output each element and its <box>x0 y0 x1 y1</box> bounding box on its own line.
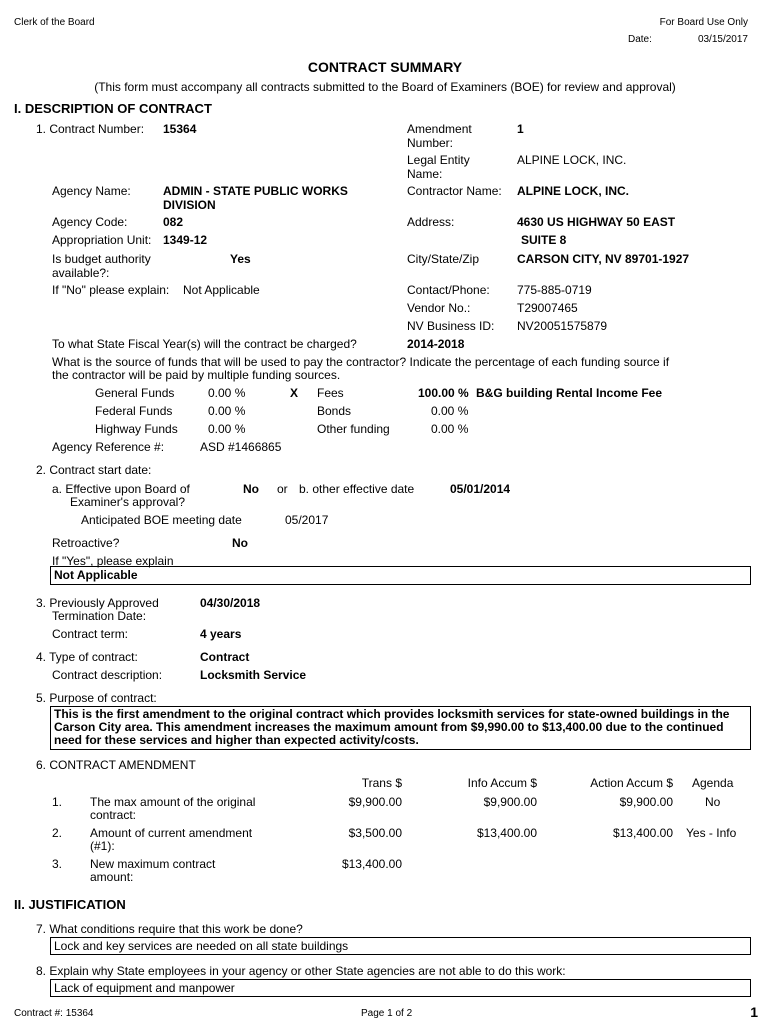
contact-label: Contact/Phone: <box>407 283 490 297</box>
row-3-label: New maximum contract <box>90 857 216 871</box>
funds-question-2: the contractor will be paid by multiple funding sources. <box>52 368 341 382</box>
fiscal-year: 2014-2018 <box>407 337 465 351</box>
row-1-trans: $9,900.00 <box>348 795 402 809</box>
agency-name-label: Agency Name: <box>52 184 131 198</box>
contract-description: Locksmith Service <box>200 668 307 682</box>
prev-termination-label: 3. Previously Approved <box>36 596 159 610</box>
subtitle: (This form must accompany all contracts submitted to the Board of Examiners (BOE) for review and approval) <box>94 80 676 94</box>
other-effective-label: b. other effective date <box>299 482 415 496</box>
retro-explain-label: If "Yes", please explain <box>52 554 174 568</box>
explain-label: If "No" please explain: <box>52 283 170 297</box>
legal-entity-label: Legal Entity <box>407 153 470 167</box>
retro-explain-box: Not Applicable <box>50 566 751 585</box>
effective-upon-label-2: Examiner's approval? <box>70 495 186 509</box>
vendor-number: T29007465 <box>517 301 578 315</box>
row-1-action: $9,900.00 <box>619 795 673 809</box>
date-value: 03/15/2017 <box>697 34 748 45</box>
nv-business-label: NV Business ID: <box>407 319 495 333</box>
purpose-box: This is the first amendment to the original contract which provides locksmith services for state-owned buildings in the Carson City area. This amendment increases the maximum amount from $9,990.00 to $13,400.00 due to the continued need for these services and higher than expected activity/costs. <box>50 706 751 750</box>
legal-entity-label-2: Name: <box>407 167 443 181</box>
other-funding-label: Other funding <box>317 422 390 436</box>
footer-page: Page 1 of 2 <box>361 1008 413 1019</box>
row-1-info: $9,900.00 <box>483 795 537 809</box>
contract-number: 15364 <box>163 122 197 136</box>
footer-page-number: 1 <box>750 1004 758 1020</box>
prev-termination-label-2: Termination Date: <box>52 609 147 623</box>
section-1-heading: I. DESCRIPTION OF CONTRACT <box>14 101 212 116</box>
amendment-label: Amendment <box>407 122 472 136</box>
appropriation-unit: 1349-12 <box>163 233 208 247</box>
or-text: or <box>277 482 288 496</box>
col-trans: Trans $ <box>361 776 402 790</box>
general-funds-pct: 0.00 % <box>208 386 246 400</box>
contractor-name-label: Contractor Name: <box>407 184 502 198</box>
retroactive-value: No <box>232 536 248 550</box>
fees-label: Fees <box>317 386 344 400</box>
agency-name-2: DIVISION <box>163 198 216 212</box>
budget-value: Yes <box>230 252 251 266</box>
fiscal-year-label: To what State Fiscal Year(s) will the contract be charged? <box>52 337 357 351</box>
contractor-name: ALPINE LOCK, INC. <box>517 184 630 198</box>
header-right: For Board Use Only <box>659 17 748 28</box>
federal-funds-label: Federal Funds <box>95 404 173 418</box>
federal-funds-pct: 0.00 % <box>208 404 246 418</box>
date-label: Date: <box>628 34 652 45</box>
contract-number-label: 1. Contract Number: <box>36 122 145 136</box>
budget-label-2: available?: <box>52 266 110 280</box>
contract-term: 4 years <box>200 627 242 641</box>
purpose-label: 5. Purpose of contract: <box>36 691 157 705</box>
question-8: 8. Explain why State employees in your agency or other State agencies are not able to do this work: <box>36 964 566 978</box>
col-info-accum: Info Accum $ <box>467 776 537 790</box>
answer-8-box: Lack of equipment and manpower <box>50 979 751 997</box>
vendor-label: Vendor No.: <box>407 301 471 315</box>
fees-mark: X <box>290 386 299 400</box>
start-date-label: 2. Contract start date: <box>36 463 152 477</box>
header-left: Clerk of the Board <box>14 17 95 28</box>
row-2-agenda: Yes - Info <box>686 826 737 840</box>
address-label: Address: <box>407 215 455 229</box>
agency-reference: ASD #1466865 <box>200 440 282 454</box>
city-state-zip: CARSON CITY, NV 89701-1927 <box>517 252 690 266</box>
appropriation-label: Appropriation Unit: <box>52 233 152 247</box>
explain-value: Not Applicable <box>183 283 260 297</box>
row-2-label-2: (#1): <box>90 839 115 853</box>
row-2-info: $13,400.00 <box>476 826 537 840</box>
agency-code: 082 <box>163 215 184 229</box>
retroactive-label: Retroactive? <box>52 536 120 550</box>
page-title: CONTRACT SUMMARY <box>307 59 463 75</box>
col-action-accum: Action Accum $ <box>590 776 673 790</box>
row-2-label: Amount of current amendment <box>90 826 253 840</box>
funds-question: What is the source of funds that will be used to pay the contractor? Indicate the percentage of each funding source if <box>52 355 670 369</box>
effective-upon-value: No <box>243 482 259 496</box>
agency-name: ADMIN - STATE PUBLIC WORKS <box>163 184 348 198</box>
row-2-trans: $3,500.00 <box>348 826 402 840</box>
bonds-pct: 0.00 % <box>431 404 469 418</box>
row-1-agenda: No <box>705 795 721 809</box>
row-3-num: 3. <box>52 857 63 871</box>
amendment-label-2: Number: <box>407 136 454 150</box>
contact-phone: 775-885-0719 <box>517 283 592 297</box>
row-3-trans: $13,400.00 <box>341 857 402 871</box>
row-1-num: 1. <box>52 795 63 809</box>
col-agenda: Agenda <box>692 776 734 790</box>
row-1-label: The max amount of the original <box>90 795 256 809</box>
effective-upon-label: a. Effective upon Board of <box>52 482 190 496</box>
city-label: City/State/Zip <box>407 252 480 266</box>
other-effective-date: 05/01/2014 <box>450 482 511 496</box>
contract-term-label: Contract term: <box>52 627 129 641</box>
contract-description-label: Contract description: <box>52 668 163 682</box>
prev-termination-date: 04/30/2018 <box>200 596 261 610</box>
question-7: 7. What conditions require that this work be done? <box>36 922 303 936</box>
boe-meeting-date: 05/2017 <box>285 513 329 527</box>
amendment-heading: 6. CONTRACT AMENDMENT <box>36 758 196 772</box>
budget-label: Is budget authority <box>52 252 151 266</box>
nv-business-id: NV20051575879 <box>517 319 608 333</box>
row-2-num: 2. <box>52 826 63 840</box>
agency-code-label: Agency Code: <box>52 215 128 229</box>
address-line-1: 4630 US HIGHWAY 50 EAST <box>517 215 676 229</box>
contract-type: Contract <box>200 650 250 664</box>
row-3-label-2: amount: <box>90 870 134 884</box>
other-funding-pct: 0.00 % <box>431 422 469 436</box>
fees-pct: 100.00 % <box>418 386 469 400</box>
highway-funds-label: Highway Funds <box>95 422 178 436</box>
fees-description: B&G building Rental Income Fee <box>476 386 663 400</box>
amendment-number: 1 <box>517 122 524 136</box>
answer-7-box: Lock and key services are needed on all state buildings <box>50 937 751 955</box>
bonds-label: Bonds <box>317 404 352 418</box>
address-line-2: SUITE 8 <box>521 233 567 247</box>
row-1-label-2: contract: <box>90 808 137 822</box>
boe-meeting-label: Anticipated BOE meeting date <box>81 513 242 527</box>
highway-funds-pct: 0.00 % <box>208 422 246 436</box>
legal-entity: ALPINE LOCK, INC. <box>517 153 627 167</box>
contract-type-label: 4. Type of contract: <box>36 650 138 664</box>
footer-contract: Contract #: 15364 <box>14 1008 94 1019</box>
section-2-heading: II. JUSTIFICATION <box>14 897 126 912</box>
agency-reference-label: Agency Reference #: <box>52 440 165 454</box>
row-2-action: $13,400.00 <box>612 826 673 840</box>
general-funds-label: General Funds <box>95 386 175 400</box>
